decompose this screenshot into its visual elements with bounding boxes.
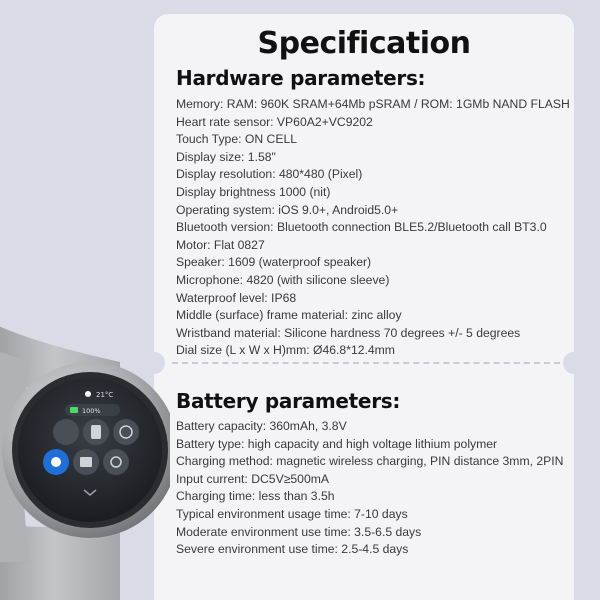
spec-line: Severe environment use time: 2.5-4.5 days [176,542,409,557]
spec-line: Display size: 1.58" [176,149,276,164]
spec-line: Battery capacity: 360mAh, 3.8V [176,419,347,433]
hardware-heading: Hardware parameters: [176,66,426,90]
spec-line: Memory: RAM: 960K SRAM+64Mb pSRAM / ROM: 1GMb NAND FLASH [176,97,570,111]
temperature-text: 21°C [96,391,114,399]
battery-icon [70,407,78,413]
page-title: Specification [257,26,471,61]
smartwatch-image [0,322,170,600]
spec-line: Waterproof level: IP68 [176,290,297,305]
spec-line: Wristband material: Silicone hardness 70 degrees +/- 5 degrees [176,325,521,340]
app-icon [113,419,139,445]
battery-heading: Battery parameters: [176,389,401,413]
spec-line: Typical environment usage time: 7-10 days [176,506,408,521]
spec-line: Microphone: 4820 (with silicone sleeve) [176,272,390,287]
spec-line: Motor: Flat 0827 [176,237,265,252]
spec-line: Middle (surface) frame material: zinc alloy [176,308,402,323]
phone-icon [91,425,101,439]
card-icon [80,457,92,467]
spec-line: Heart rate sensor: VP60A2+VC9202 [176,114,373,129]
spec-line: Touch Type: ON CELL [176,132,298,147]
app-icon [103,449,129,475]
app-icon [53,419,79,445]
spec-line: Input current: DC5V≥500mA [176,471,330,486]
battery-percent: 100% [82,407,101,415]
section-divider [172,362,560,364]
spec-line: Moderate environment use time: 3.5-6.5 days [176,524,422,539]
hardware-spec-list [176,96,568,360]
spec-line: Charging time: less than 3.5h [176,489,335,504]
spec-line: Display brightness 1000 (nit) [176,184,331,199]
spec-line: Speaker: 1609 (waterproof speaker) [176,255,372,270]
call-icon [51,457,61,467]
battery-spec-list [176,418,568,559]
spec-line: Bluetooth version: Bluetooth connection BLE5.2/Bluetooth call BT3.0 [176,220,547,235]
weather-icon [85,391,91,397]
spec-line: Display resolution: 480*480 (Pixel) [176,167,363,182]
spec-line: Battery type: high capacity and high voltage lithium polymer [176,436,498,451]
spec-line: Dial size (L x W x H)mm: Ø46.8*12.4mm [176,343,395,358]
spec-line: Charging method: magnetic wireless charging, PIN distance 3mm, 2PIN [176,454,564,469]
spec-line: Operating system: iOS 9.0+, Android5.0+ [176,202,399,217]
